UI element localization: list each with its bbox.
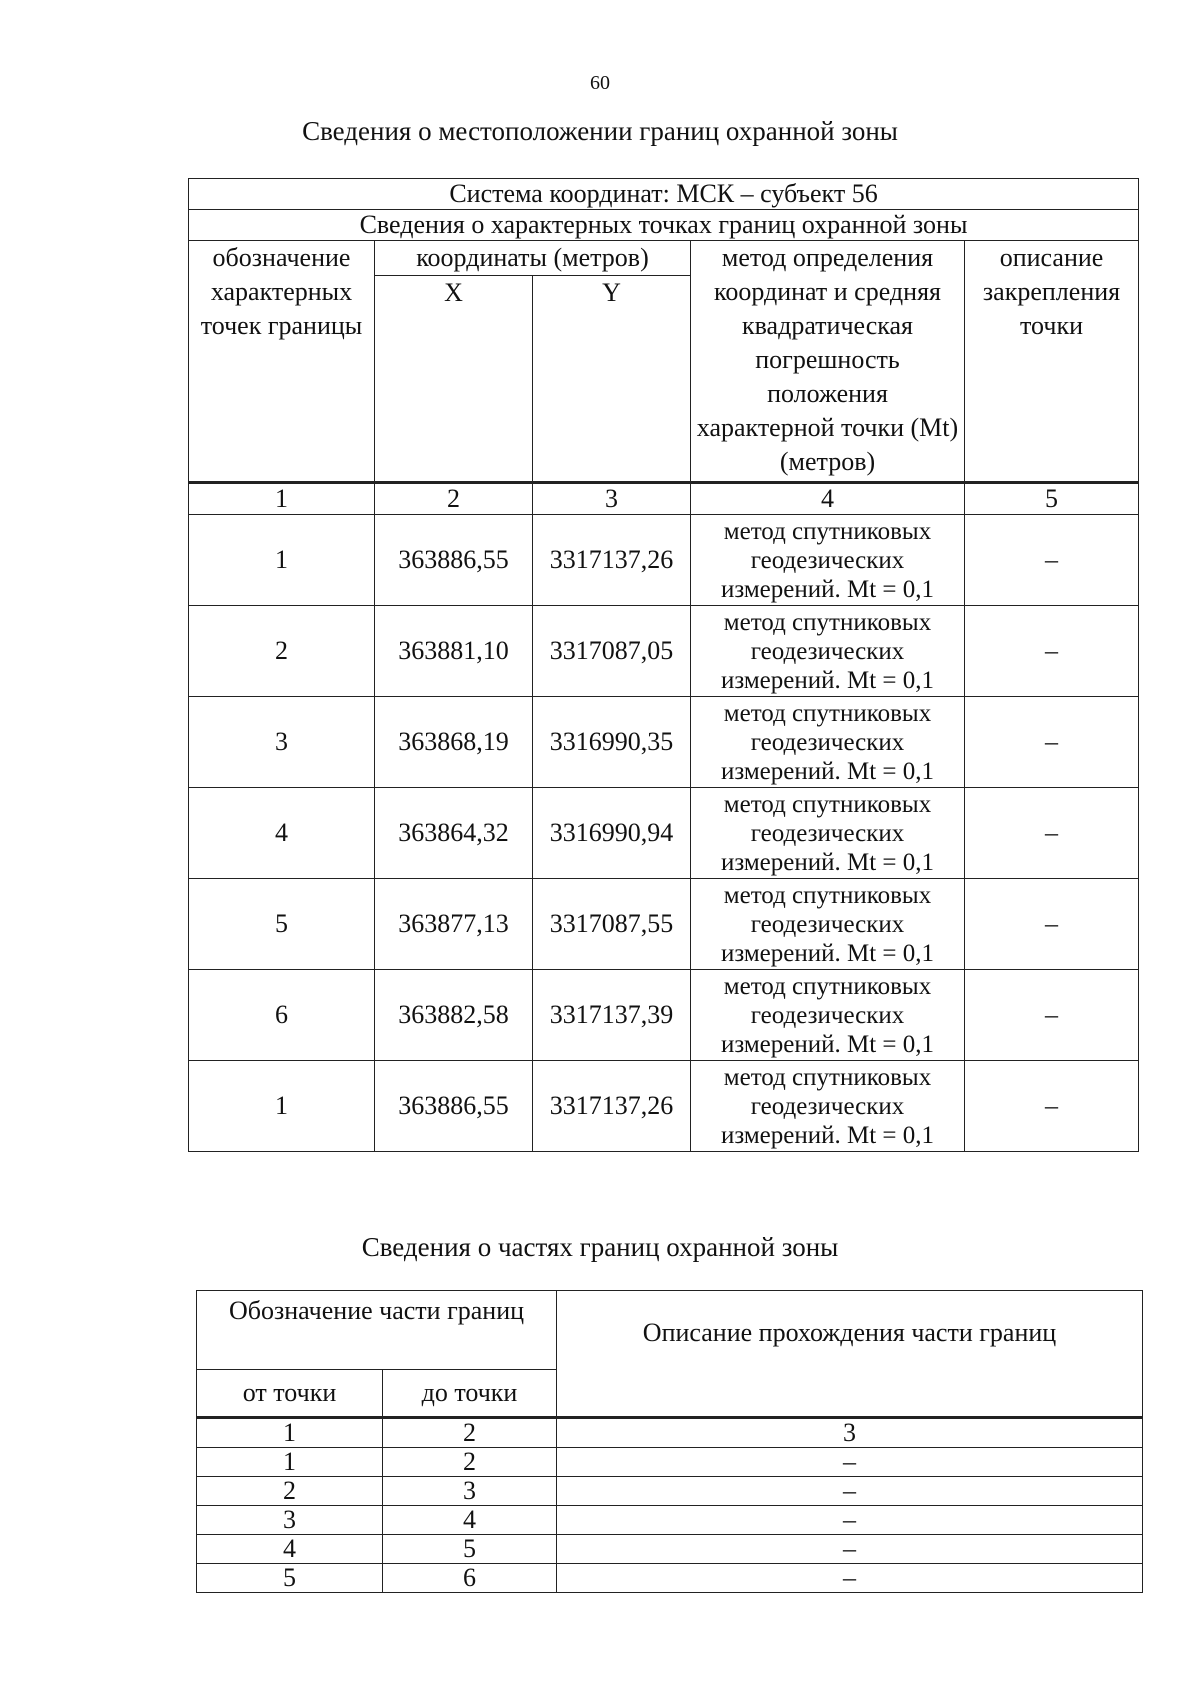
column-number: 2	[383, 1418, 557, 1448]
subtitle-row	[189, 210, 1139, 241]
column-number: 2	[375, 483, 533, 515]
table-row	[197, 1564, 1143, 1593]
y-cell: 3317087,05	[533, 606, 691, 697]
description-cell: –	[965, 1061, 1139, 1152]
description-cell: –	[965, 515, 1139, 606]
to-point-cell: 2	[383, 1448, 557, 1477]
x-cell: 363877,13	[375, 879, 533, 970]
description-cell: –	[965, 697, 1139, 788]
header-part-designation: Обозначение части границ	[197, 1291, 557, 1370]
table-row	[189, 1061, 1139, 1152]
point-cell: 4	[189, 788, 375, 879]
page-number: 60	[590, 72, 610, 94]
point-cell: 6	[189, 970, 375, 1061]
point-cell: 3	[189, 697, 375, 788]
method-cell: метод спутниковых геодезических измерений. Mt = 0,1	[691, 1061, 965, 1152]
x-cell: 363868,19	[375, 697, 533, 788]
y-cell: 3317087,55	[533, 879, 691, 970]
coord-system-row	[189, 179, 1139, 210]
description-cell: –	[965, 606, 1139, 697]
header-method: метод определения координат и средняя квадратическая погрешность положения характерной точки (Mt) (метров)	[691, 241, 965, 483]
table-row	[189, 697, 1139, 788]
part-description-cell: –	[557, 1535, 1143, 1564]
point-cell: 1	[189, 1061, 375, 1152]
from-point-cell: 3	[197, 1506, 383, 1535]
x-cell: 363886,55	[375, 1061, 533, 1152]
y-cell: 3317137,39	[533, 970, 691, 1061]
column-number: 4	[691, 483, 965, 515]
point-cell: 5	[189, 879, 375, 970]
to-point-cell: 6	[383, 1564, 557, 1593]
header-y: Y	[533, 276, 691, 483]
table-row	[197, 1535, 1143, 1564]
description-cell: –	[965, 788, 1139, 879]
points-subtitle-cell: Сведения о характерных точках границ охранной зоны	[189, 210, 1139, 241]
y-cell: 3316990,94	[533, 788, 691, 879]
method-cell: метод спутниковых геодезических измерений. Mt = 0,1	[691, 879, 965, 970]
table-row	[189, 788, 1139, 879]
header-row	[189, 241, 1139, 276]
header-from-point: от точки	[197, 1370, 383, 1418]
boundary-parts-title: Сведения о частях границ охранной зоны	[361, 1232, 839, 1262]
description-cell: –	[965, 879, 1139, 970]
column-number: 1	[189, 483, 375, 515]
to-point-cell: 5	[383, 1535, 557, 1564]
x-cell: 363886,55	[375, 515, 533, 606]
header-x: X	[375, 276, 533, 483]
header-row	[197, 1291, 1143, 1370]
y-cell: 3317137,26	[533, 1061, 691, 1152]
column-number: 1	[197, 1418, 383, 1448]
part-description-cell: –	[557, 1564, 1143, 1593]
point-cell: 2	[189, 606, 375, 697]
column-number: 3	[557, 1418, 1143, 1448]
point-cell: 1	[189, 515, 375, 606]
table-row	[189, 606, 1139, 697]
description-cell: –	[965, 970, 1139, 1061]
boundary-location-title: Сведения о местоположении границ охранной зоны	[302, 116, 898, 146]
from-point-cell: 4	[197, 1535, 383, 1564]
column-numbers-row	[189, 483, 1139, 515]
header-point-designation: обозначение характерных точек границы	[189, 241, 375, 483]
part-description-cell: –	[557, 1506, 1143, 1535]
y-cell: 3316990,35	[533, 697, 691, 788]
column-numbers-row	[197, 1418, 1143, 1448]
column-number: 5	[965, 483, 1139, 515]
part-description-cell: –	[557, 1477, 1143, 1506]
y-cell: 3317137,26	[533, 515, 691, 606]
boundary-parts-table	[196, 1290, 1143, 1593]
header-description: описание закрепления точки	[965, 241, 1139, 483]
part-description-cell: –	[557, 1448, 1143, 1477]
x-cell: 363864,32	[375, 788, 533, 879]
table-row	[197, 1506, 1143, 1535]
table-row	[197, 1477, 1143, 1506]
method-cell: метод спутниковых геодезических измерений. Mt = 0,1	[691, 515, 965, 606]
characteristic-points-table	[188, 178, 1139, 1152]
from-point-cell: 1	[197, 1448, 383, 1477]
table-row	[189, 515, 1139, 606]
method-cell: метод спутниковых геодезических измерений. Mt = 0,1	[691, 788, 965, 879]
header-coordinates: координаты (метров)	[375, 241, 691, 276]
to-point-cell: 3	[383, 1477, 557, 1506]
header-to-point: до точки	[383, 1370, 557, 1418]
header-part-description: Описание прохождения части границ	[557, 1291, 1143, 1418]
to-point-cell: 4	[383, 1506, 557, 1535]
table-row	[197, 1448, 1143, 1477]
coord-system-cell: Система координат: МСК – субъект 56	[189, 179, 1139, 210]
table-row	[189, 970, 1139, 1061]
x-cell: 363882,58	[375, 970, 533, 1061]
column-number: 3	[533, 483, 691, 515]
method-cell: метод спутниковых геодезических измерений. Mt = 0,1	[691, 697, 965, 788]
x-cell: 363881,10	[375, 606, 533, 697]
method-cell: метод спутниковых геодезических измерений. Mt = 0,1	[691, 970, 965, 1061]
table-row	[189, 879, 1139, 970]
method-cell: метод спутниковых геодезических измерений. Mt = 0,1	[691, 606, 965, 697]
from-point-cell: 5	[197, 1564, 383, 1593]
from-point-cell: 2	[197, 1477, 383, 1506]
